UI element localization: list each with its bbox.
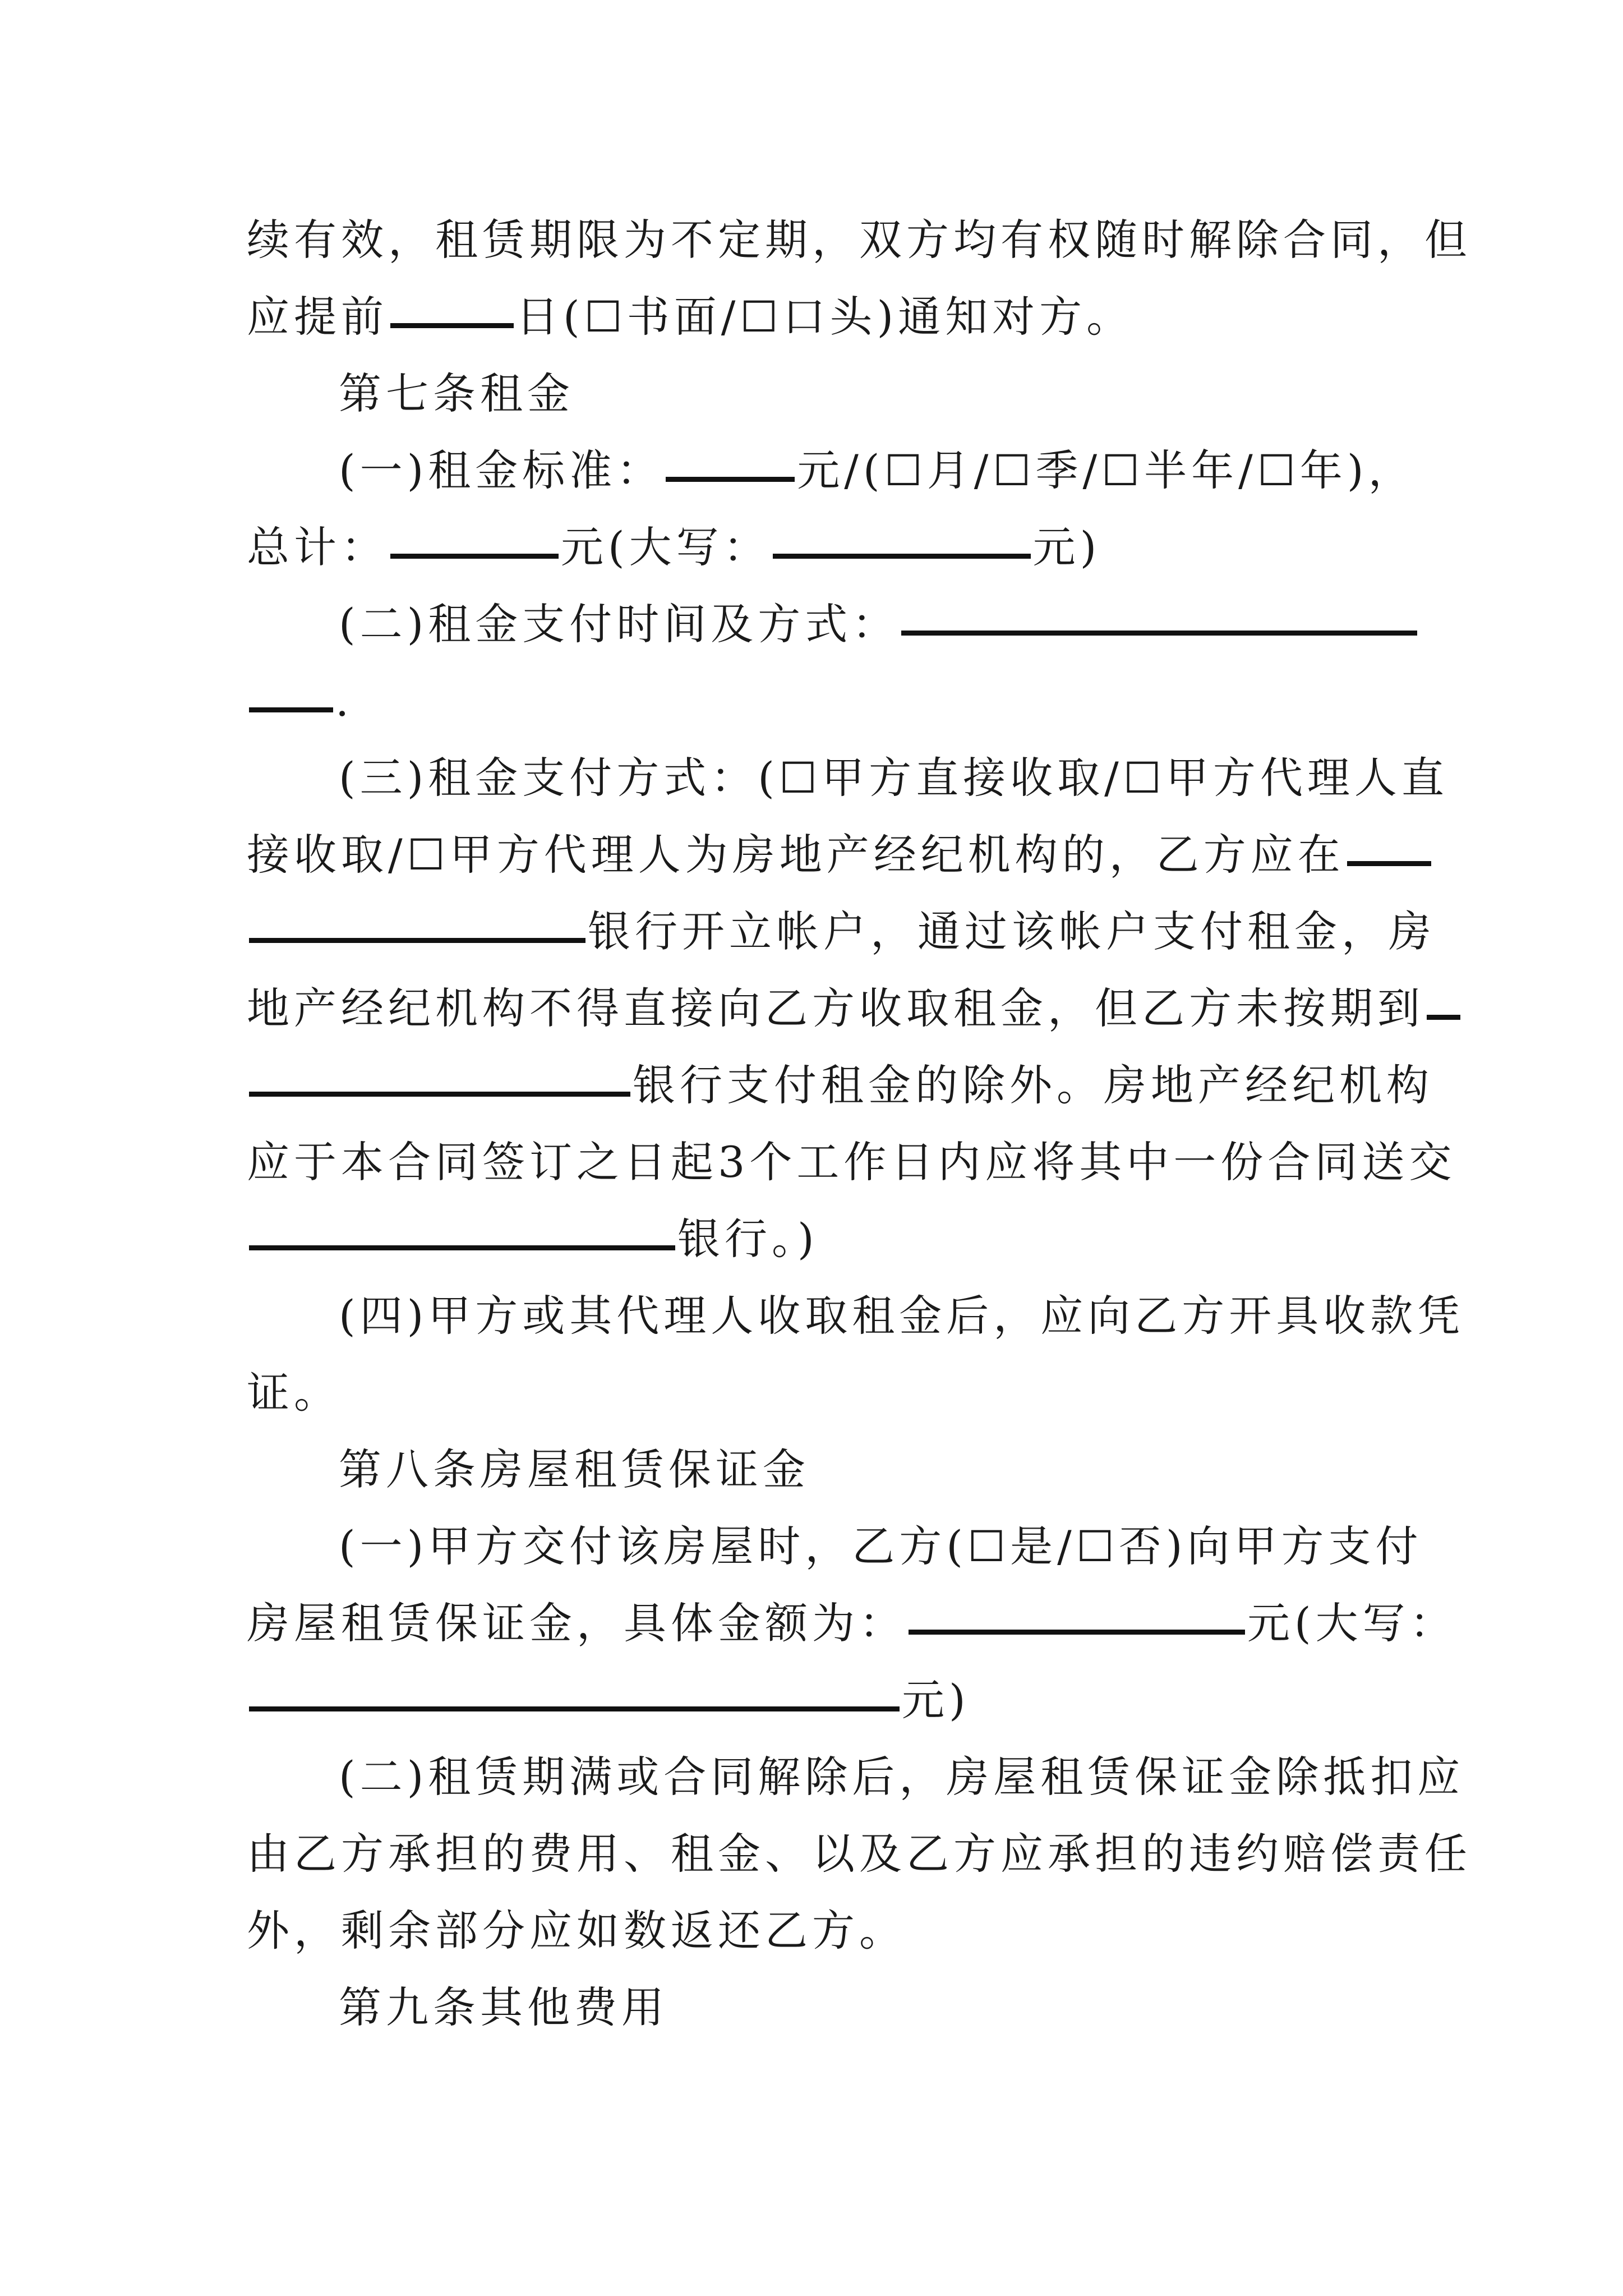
body-text-line: [247, 1365, 341, 1421]
text-segment: 应提前: [247, 292, 388, 342]
text-segment: 地产经纪机构不得直接向乙方收取租金，但乙方未按期到: [247, 983, 1424, 1033]
text-segment: 续有效，租赁期限为不定期，双方均有权随时解除合同，但: [247, 215, 1472, 265]
text-segment: (二)租金支付时间及方式：: [339, 599, 900, 649]
body-text-line: [247, 1134, 1456, 1190]
clause-heading: [339, 366, 574, 422]
text-segment: 银行。): [677, 1214, 819, 1264]
body-text-line: [339, 1519, 1422, 1575]
text-segment: 由乙方承担的费用、租金、以及乙方应承担的违约赔偿责任: [247, 1829, 1472, 1879]
text-segment: 总计：: [247, 522, 388, 572]
text-segment: 应于本合同签订之日起3个工作日内应将其中一份合同送交: [247, 1137, 1456, 1187]
body-text-line: [247, 827, 1433, 883]
body-text-line: [247, 519, 1101, 576]
fill-in-blank-total-uppercase[interactable]: [773, 554, 1031, 559]
text-segment: 元(大写：: [561, 522, 771, 572]
text-segment: (三)租金支付方式：(☐甲方直接收取/☐甲方代理人直: [339, 753, 1449, 803]
text-segment: 第八条房屋租赁保证金: [339, 1444, 810, 1494]
text-segment: 元): [902, 1675, 970, 1725]
text-segment: 房屋租赁保证金，具体金额为：: [247, 1598, 906, 1648]
text-segment: 第七条租金: [339, 369, 574, 418]
fill-in-blank-payment-time-cont[interactable]: [249, 707, 333, 712]
body-text-line: [247, 1595, 1457, 1651]
body-text-line: [247, 904, 1436, 960]
fill-in-blank-total[interactable]: [390, 554, 559, 559]
fill-in-blank-bank-c[interactable]: [249, 1245, 675, 1250]
fill-in-blank-bank-a-cont[interactable]: [249, 938, 585, 943]
body-text-line: [339, 1288, 1464, 1344]
fill-in-blank-notice-days[interactable]: [390, 323, 514, 328]
text-segment: 银行支付租金的除外。房地产经纪机构: [633, 1060, 1433, 1110]
fill-in-blank-bank-b-cont[interactable]: [249, 1092, 630, 1097]
fill-in-blank-deposit[interactable]: [909, 1630, 1245, 1635]
body-text-line: [247, 212, 1472, 268]
fill-in-blank-rent-standard[interactable]: [666, 477, 795, 482]
body-text-line: [247, 673, 353, 729]
text-segment: (四)甲方或其代理人收取租金后，应向乙方开具收款凭: [339, 1291, 1465, 1341]
text-segment: 接收取/☐甲方代理人为房地产经纪机构的，乙方应在: [247, 830, 1345, 880]
body-text-line: [247, 1826, 1472, 1882]
body-text-line: [247, 1672, 970, 1728]
text-segment: 元(大写：: [1247, 1598, 1457, 1648]
text-segment: 银行开立帐户，通过该帐户支付租金，房: [588, 907, 1436, 956]
body-text-line: [339, 443, 1415, 499]
clause-heading: [339, 1980, 668, 2036]
text-segment: 证。: [247, 1368, 341, 1418]
body-text-line: [339, 750, 1449, 806]
fill-in-blank-deposit-uppercase[interactable]: [249, 1706, 900, 1711]
text-segment: (一)租金标准：: [339, 445, 664, 495]
text-segment: 元): [1032, 522, 1101, 572]
body-text-line: [339, 596, 1419, 652]
body-text-line: [247, 1903, 906, 1959]
text-segment: (二)租赁期满或合同解除后，房屋租赁保证金除抵扣应: [339, 1752, 1465, 1802]
body-text-line: [247, 1057, 1433, 1114]
body-text-line: [339, 1749, 1464, 1805]
text-segment: (一)甲方交付该房屋时，乙方(☐是/☐否)向甲方支付: [339, 1521, 1423, 1571]
text-segment: 元/(☐月/☐季/☐半年/☐年)，: [797, 445, 1415, 495]
text-segment: .: [335, 676, 354, 726]
text-segment: 日(☐书面/☐口头)通知对方。: [516, 292, 1134, 342]
body-text-line: [247, 1211, 819, 1267]
clause-heading: [339, 1442, 810, 1498]
body-text-line: [247, 289, 1133, 345]
text-segment: 外，剩余部分应如数返还乙方。: [247, 1906, 906, 1955]
fill-in-blank-bank-a[interactable]: [1347, 861, 1431, 866]
fill-in-blank-bank-b[interactable]: [1427, 1015, 1460, 1020]
body-text-line: [247, 981, 1463, 1037]
text-segment: 第九条其他费用: [339, 1982, 668, 2032]
fill-in-blank-payment-time[interactable]: [901, 631, 1417, 636]
